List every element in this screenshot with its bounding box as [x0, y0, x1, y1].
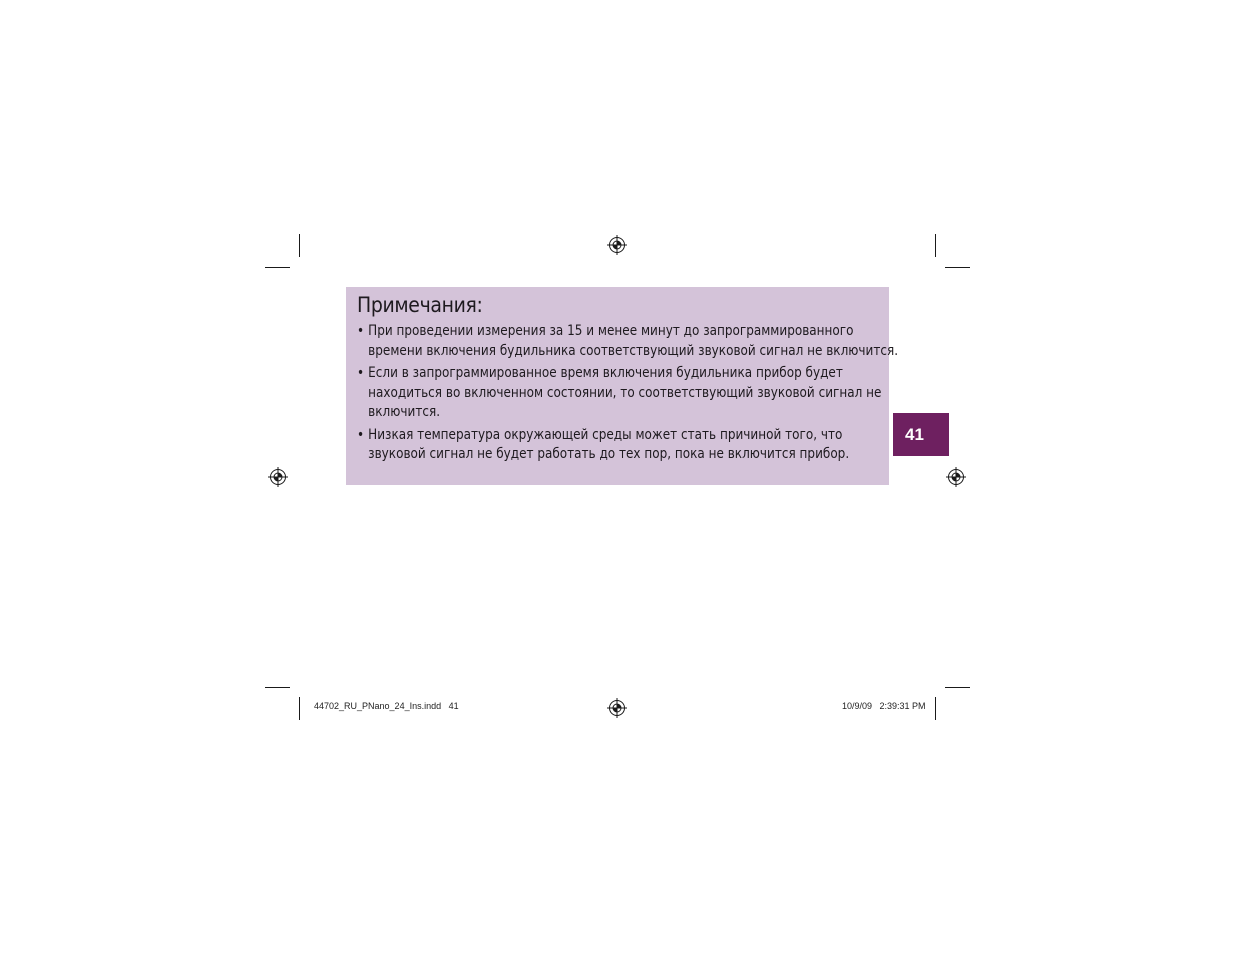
list-item [357, 322, 901, 361]
registration-target-icon [607, 698, 627, 718]
note-text: Низкая температура окружающей среды может стать причиной того, что звуковой сигнал не будет работать до тех пор, пока не включится прибор. [368, 426, 850, 462]
note-text: Если в запрограммированное время включения будильника прибор будет находиться во включенном состоянии, то соответствующий звуковой сигнал не включится. [368, 365, 882, 420]
list-item [357, 426, 901, 465]
slug-file-info: 44702_RU_PNano_24_Ins.indd 41 [314, 701, 459, 711]
note-text: При проведении измерения за 15 и менее минут до запрограммированного времени включения будильника соответствующий звуковой сигнал не включится. [368, 323, 899, 359]
list-item [357, 364, 901, 423]
registration-target-icon [946, 467, 966, 487]
crop-mark-bottom-left-horizontal [265, 687, 290, 688]
page-number-tab [893, 413, 949, 456]
crop-mark-top-right-horizontal [945, 267, 970, 268]
crop-mark-bottom-left-vertical [299, 697, 300, 720]
notes-list [357, 322, 899, 465]
crop-mark-bottom-right-vertical [935, 697, 936, 720]
crop-mark-top-right-vertical [935, 234, 936, 257]
bullet-icon: • [357, 323, 365, 339]
crop-mark-top-left-horizontal [265, 267, 290, 268]
registration-target-icon [607, 235, 627, 255]
notes-box [346, 287, 899, 485]
crop-mark-bottom-right-horizontal [945, 687, 970, 688]
bullet-icon: • [357, 426, 365, 443]
crop-mark-top-left-vertical [299, 234, 300, 257]
notes-title: Примечания: [357, 293, 483, 317]
bullet-icon: • [357, 365, 365, 381]
page-number: 41 [905, 425, 924, 444]
slug-timestamp: 10/9/09 2:39:31 PM [842, 701, 926, 711]
registration-target-icon [268, 467, 288, 487]
